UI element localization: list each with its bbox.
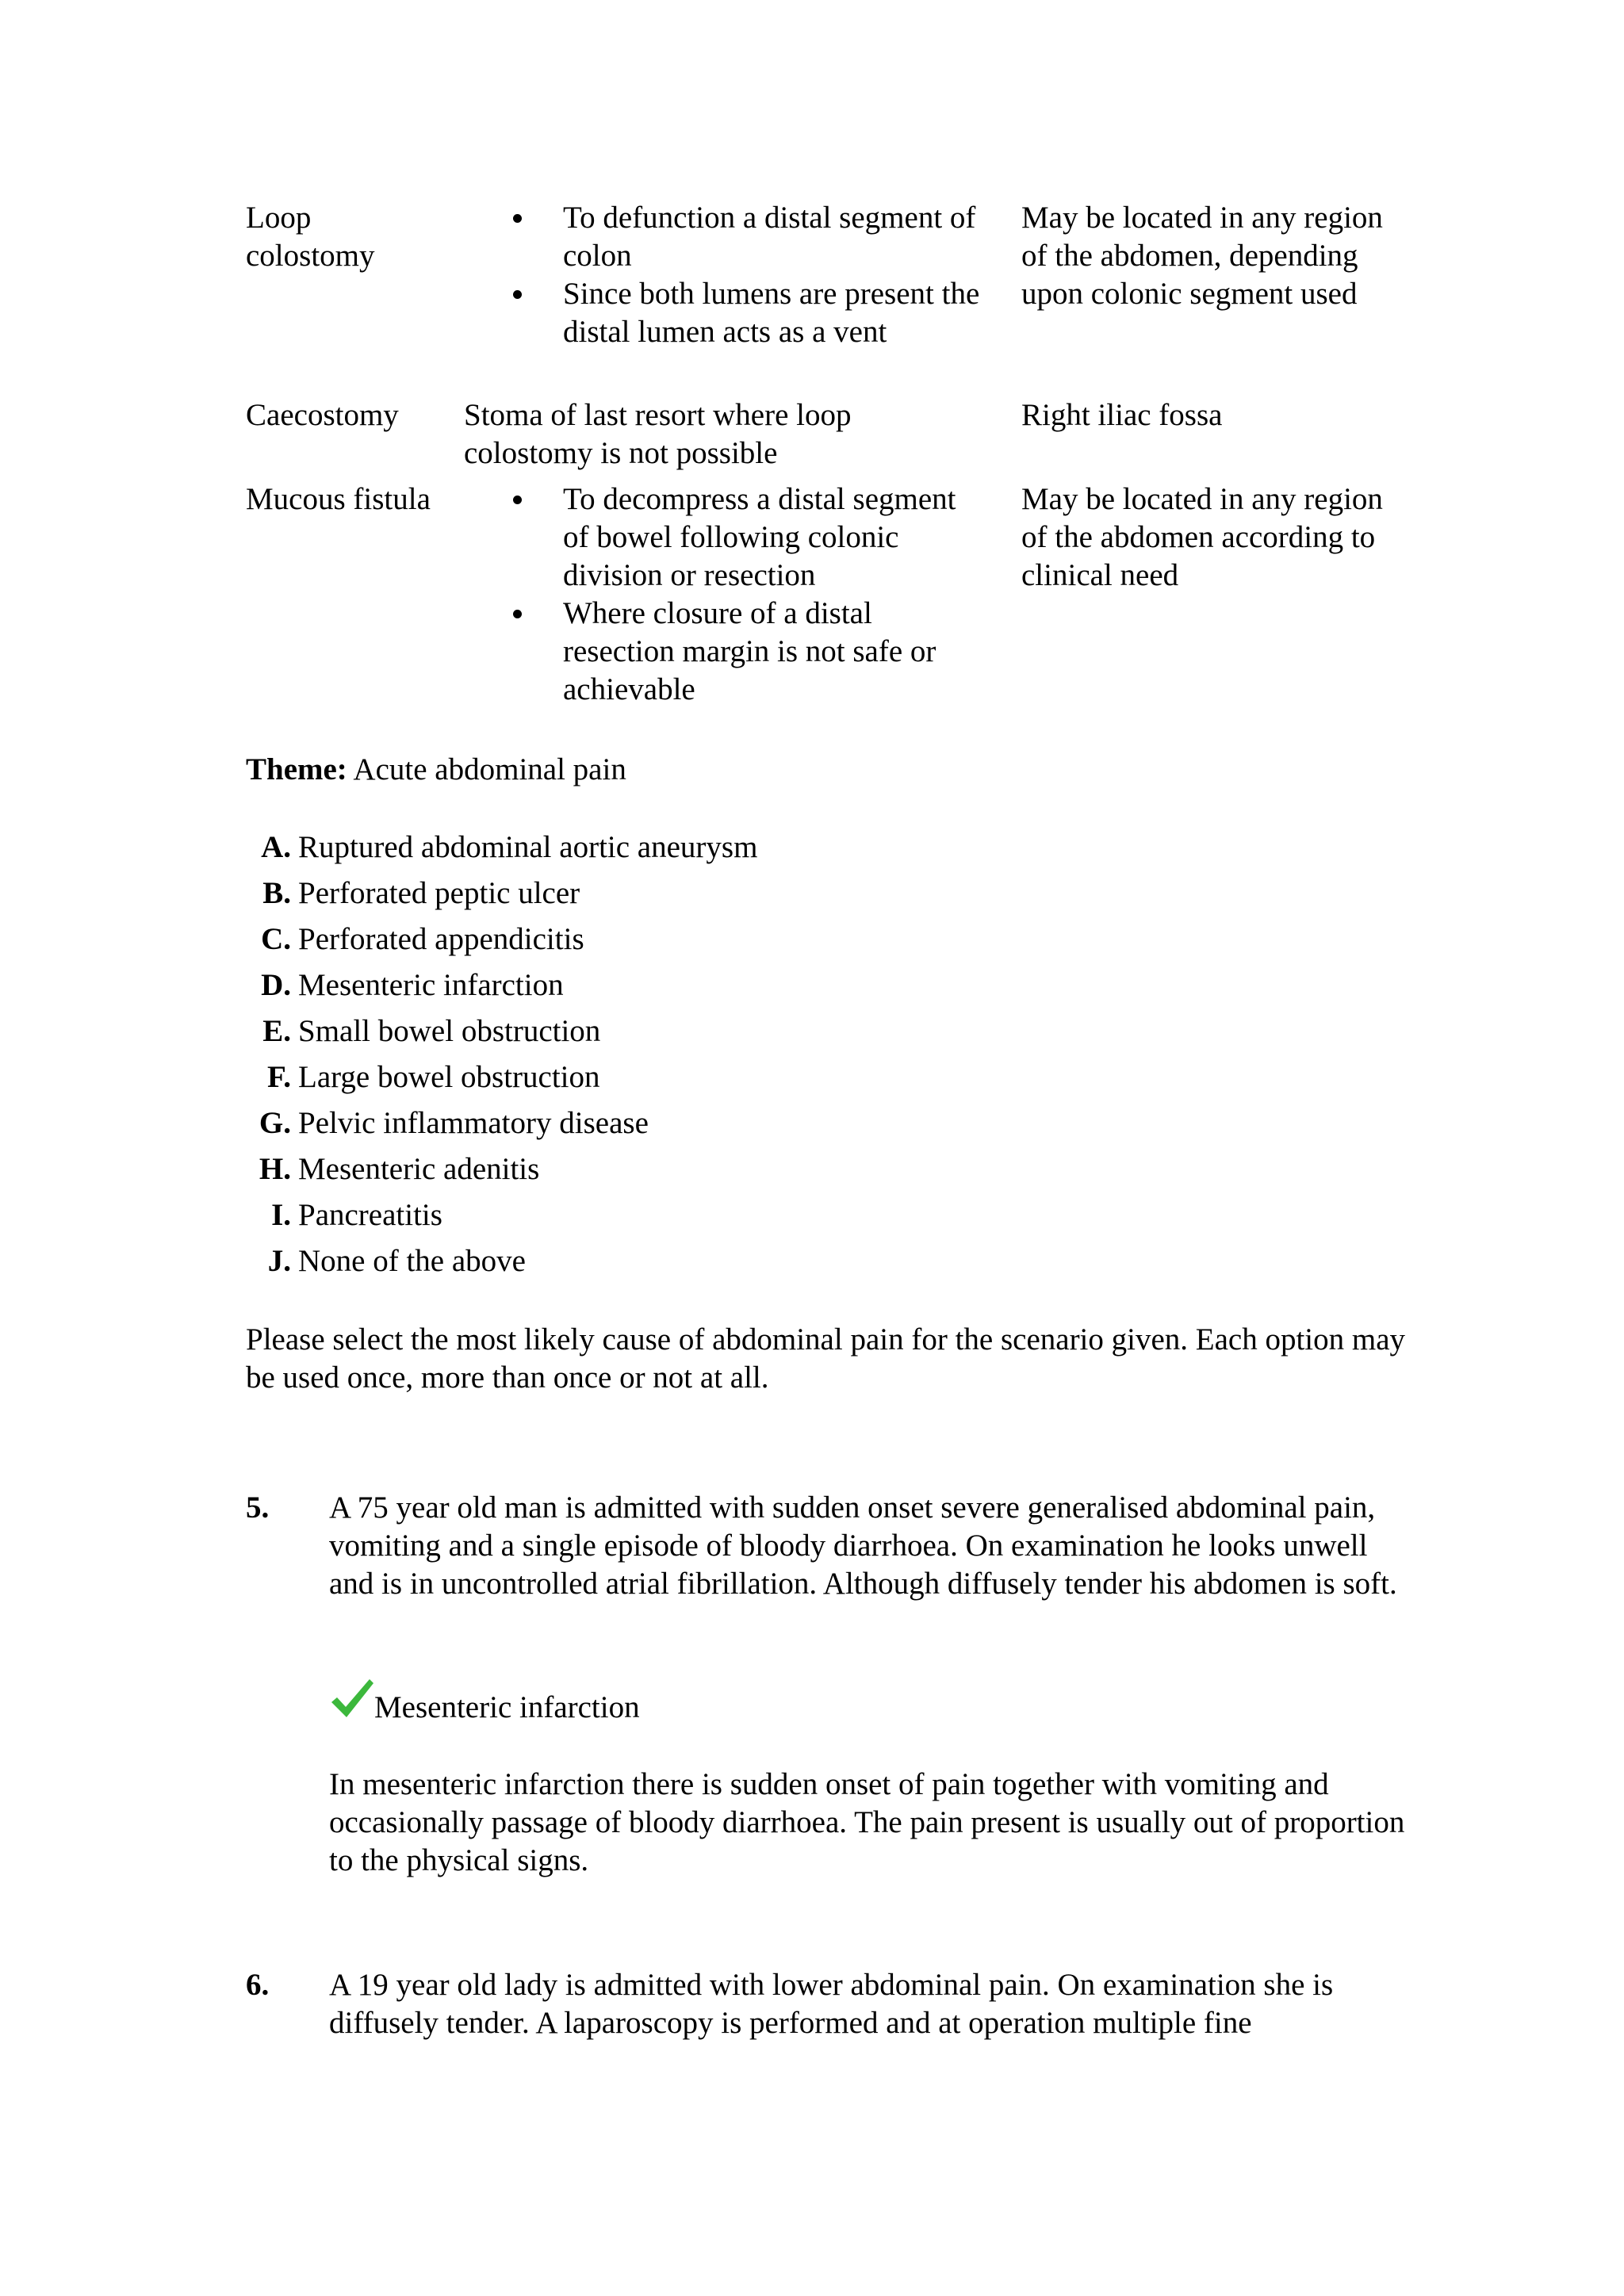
option-i: I. Pancreatitis bbox=[271, 1198, 442, 1232]
stoma-indications-mucous-fistula bbox=[464, 480, 987, 709]
bullet-icon bbox=[513, 290, 522, 299]
option-f: F. Large bowel obstruction bbox=[267, 1060, 600, 1094]
answer-text: Mesenteric infarction bbox=[374, 1690, 640, 1724]
question-number: 5. bbox=[246, 1490, 270, 1525]
option-e: E. Small bowel obstruction bbox=[262, 1014, 601, 1048]
question-text: A 19 year old lady is admitted with lower abdominal pain. On examination she is diffusely tender. A laparoscopy is performed and at operation multiple fine bbox=[329, 1968, 1334, 2040]
stoma-name-mucous-fistula: Mucous fistula bbox=[246, 482, 431, 516]
stoma-name-line: Loop bbox=[246, 201, 312, 235]
indication-item: To decompress a distal segment of bowel following colonic division or resection bbox=[464, 480, 987, 595]
indication-item: To defunction a distal segment of colon bbox=[464, 199, 1019, 275]
indication-list bbox=[464, 480, 987, 709]
question-number: 6. bbox=[246, 1968, 270, 2002]
bullet-icon bbox=[513, 496, 522, 504]
bullet-icon bbox=[513, 214, 522, 223]
stoma-name-caecostomy: Caecostomy bbox=[246, 398, 399, 432]
stoma-name-line: colostomy bbox=[246, 239, 375, 273]
option-c: C. Perforated appendicitis bbox=[261, 922, 584, 956]
stoma-indications-loop-colostomy bbox=[464, 199, 1019, 351]
theme-value: Acute abdominal pain bbox=[353, 752, 626, 786]
indication-item: Where closure of a distal resection margin is not safe or achievable bbox=[464, 595, 987, 709]
theme-label: Theme: bbox=[246, 752, 347, 786]
stoma-indication-caecostomy: Stoma of last resort where loop colostomy is not possible bbox=[464, 398, 852, 470]
stoma-name-loop-colostomy bbox=[246, 199, 436, 275]
option-h: H. Mesenteric adenitis bbox=[259, 1152, 540, 1186]
instructions: Please select the most likely cause of abdominal pain for the scenario given. Each option may be used once, more than once or not at all. bbox=[246, 1322, 1406, 1395]
stoma-location-caecostomy: Right iliac fossa bbox=[1021, 398, 1223, 432]
question-text: A 75 year old man is admitted with sudden onset severe generalised abdominal pain, vomiting and a single episode of bloody diarrhoea. On examination he looks unwell and is in uncontrolled atrial fibrillation. Although diffusely tender his abdomen is soft. bbox=[329, 1490, 1397, 1601]
stoma-location-mucous-fistula: May be located in any region of the abdomen according to clinical need bbox=[1021, 482, 1383, 592]
theme-line bbox=[246, 751, 626, 789]
indication-item: Since both lumens are present the distal lumen acts as a vent bbox=[464, 275, 1019, 351]
stoma-location-loop-colostomy: May be located in any region of the abdomen, depending upon colonic segment used bbox=[1021, 201, 1383, 311]
indication-list bbox=[464, 199, 1019, 351]
option-d: D. Mesenteric infarction bbox=[261, 968, 564, 1002]
option-a: A. Ruptured abdominal aortic aneurysm bbox=[261, 830, 758, 864]
option-j: J. None of the above bbox=[267, 1244, 526, 1278]
explanation-text: In mesenteric infarction there is sudden onset of pain together with vomiting and occasionally passage of bloody diarrhoea. The pain present is usually out of proportion to the physical signs. bbox=[329, 1767, 1405, 1877]
option-b: B. Perforated peptic ulcer bbox=[262, 876, 580, 910]
bullet-icon bbox=[513, 610, 522, 618]
option-g: G. Pelvic inflammatory disease bbox=[259, 1106, 649, 1140]
check-icon bbox=[329, 1676, 375, 1722]
